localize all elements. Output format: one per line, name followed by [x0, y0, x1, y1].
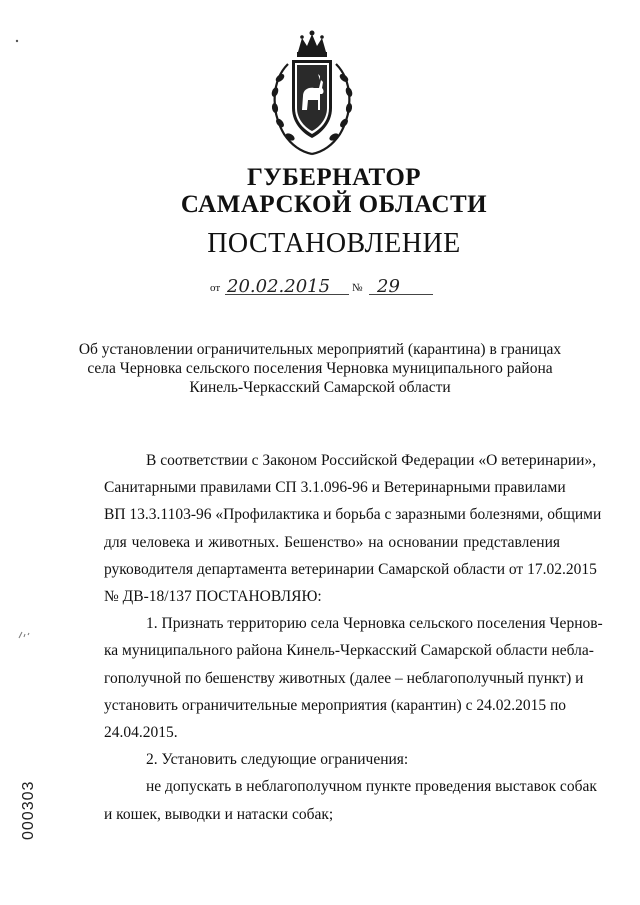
handwritten-number: 29: [377, 276, 400, 297]
body-line: № ДВ-18/137 ПОСТАНОВЛЯЮ:: [104, 588, 322, 606]
body-line: ВП 13.3.1103-96 «Профилактика и борьба с заразными болезнями, общими: [104, 506, 602, 524]
body-line: руководителя департамента ветеринарии Самарской области от 17.02.2015: [104, 560, 597, 578]
body-line: 24.04.2015.: [104, 724, 178, 742]
body-line: В соответствии с Законом Российской Федерации «О ветеринарии»,: [146, 452, 597, 469]
subject-line: Кинель-Черкасский Самарской области: [189, 379, 451, 396]
body-paragraph-3: [62, 746, 560, 773]
org-title-line2: САМАРСКОЙ ОБЛАСТИ: [180, 191, 488, 218]
subject-line: Об установлении ограничительных мероприятий (карантина) в границах: [78, 341, 562, 358]
body-line: гополучной по бешенству животных (далее – неблагополучный пункт) и: [104, 669, 584, 687]
margin-stamp-number: 000303: [20, 780, 37, 840]
body-line: и кошек, выводки и натаски собак;: [104, 805, 334, 823]
document-subject: [56, 340, 584, 397]
org-title-line1: ГУБЕРНАТОР: [246, 164, 422, 191]
document-body: [62, 447, 603, 828]
body-paragraph-2: [62, 610, 603, 746]
date-from-label: от: [210, 282, 221, 294]
body-line: 1. Признать территорию села Черновка сельского поселения Чернов-: [146, 615, 603, 633]
subject-line: села Черновка сельского поселения Черновка муниципального района: [87, 360, 553, 377]
body-line: Санитарными правилами СП 3.1.096-96 и Ветеринарными правилами: [104, 479, 566, 497]
body-line: 2. Установить следующие ограничения:: [146, 751, 409, 769]
body-line: для человека и животных. Бешенство» на основании представления: [104, 533, 560, 551]
body-line: установить ограничительные мероприятия (карантин) с 24.02.2015 по: [104, 696, 567, 714]
number-underline: [369, 294, 433, 295]
handwritten-date: 20.02.2015: [227, 276, 331, 297]
samara-coat-of-arms-icon: [262, 30, 362, 158]
body-paragraph-1: [62, 447, 602, 610]
body-line: не допускать в неблагополучном пункте проведения выставок собак: [146, 778, 597, 796]
date-number-line: [207, 276, 447, 298]
number-label: №: [352, 282, 363, 294]
date-underline: [225, 294, 349, 295]
corner-mark: [12, 36, 22, 46]
body-line: ка муниципального района Кинель-Черкасский Самарской области небла-: [104, 642, 594, 660]
margin-scribble-icon: [17, 628, 37, 642]
body-paragraph-4: [62, 773, 597, 827]
document-type-title: ПОСТАНОВЛЕНИЕ: [207, 228, 461, 259]
